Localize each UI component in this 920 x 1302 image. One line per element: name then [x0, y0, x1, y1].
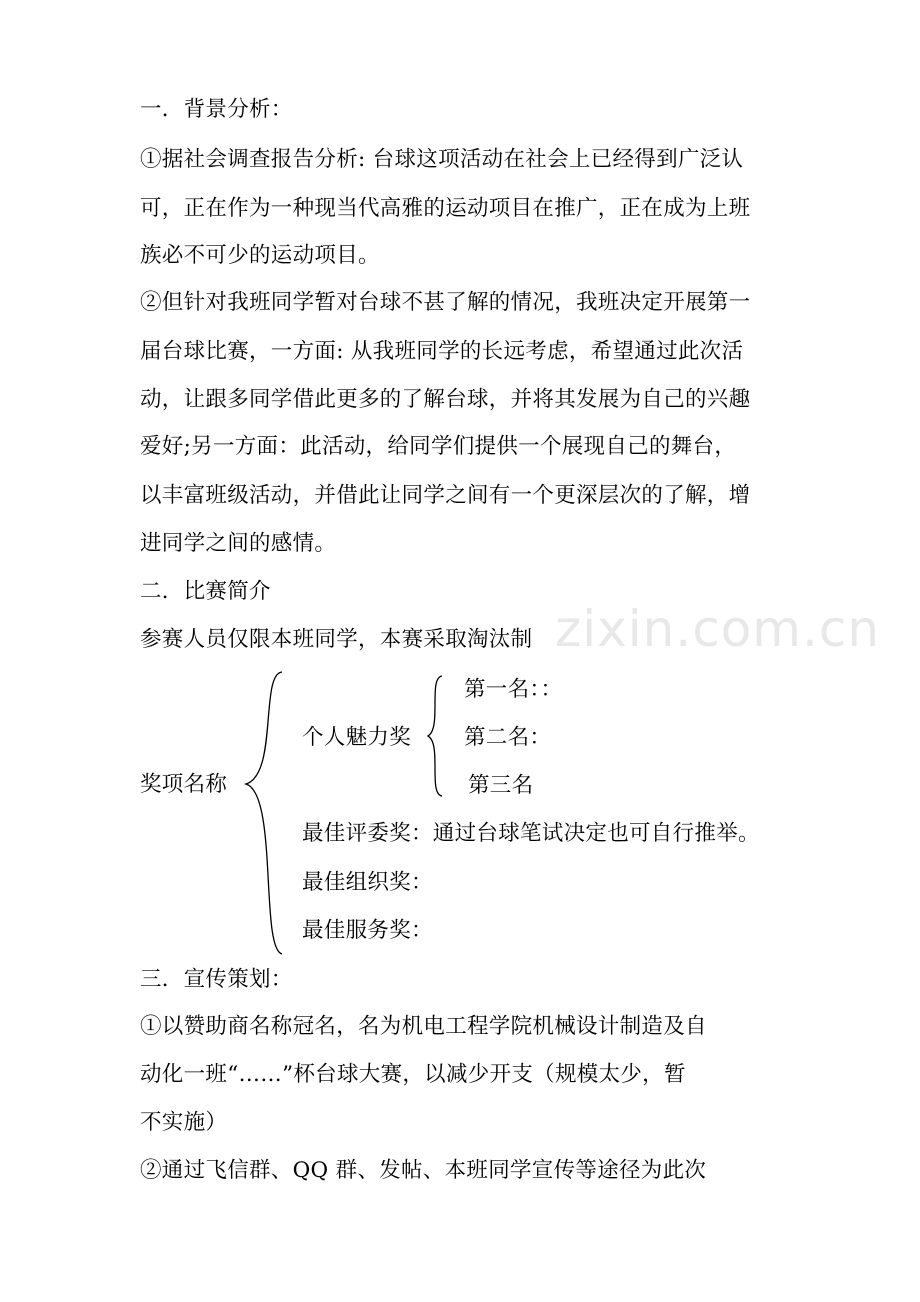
- section3-para2-line: ②通过飞信群、QQ 群、发帖、本班同学宣传等途径为此次: [140, 1158, 707, 1183]
- section1-para2-line: 进同学之间的感情。: [140, 531, 337, 556]
- section1-para2-line: 以丰富班级活动，并借此让同学之间有一个更深层次的了解，增: [140, 483, 751, 508]
- section1-para1-line: 可，正在作为一种现当代高雅的运动项目在推广，正在成为上班: [140, 196, 751, 221]
- section3-heading: 三．宣传策划：: [140, 967, 293, 992]
- section3-para1-line: 动化一班“……”杯台球大赛，以减少开支（规模太少，暂: [140, 1062, 686, 1087]
- award-best-organizer: 最佳组织奖：: [302, 870, 433, 895]
- place-third: 第三名: [468, 773, 534, 798]
- awards-main-brace: [240, 668, 290, 958]
- section2-intro: 参赛人员仅限本班同学，本赛采取淘汰制: [140, 627, 533, 652]
- award-best-judge: 最佳评委奖：通过台球笔试决定也可自行推举。: [302, 821, 760, 846]
- section3-para1-line: 不实施）: [140, 1110, 228, 1135]
- place-second: 第二名：: [464, 725, 552, 750]
- charm-award-brace: [424, 674, 448, 798]
- section1-para2-line: ②但针对我班同学暂对台球不甚了解的情况，我班决定开展第一: [140, 290, 751, 315]
- section1-para2-line: 届台球比赛，一方面: 从我班同学的长远考虑，希望通过此次活: [140, 339, 744, 364]
- place-first: 第一名：：: [464, 677, 563, 702]
- section3-para1-line: ①以赞助商名称冠名，名为机电工程学院机械设计制造及自: [140, 1014, 707, 1039]
- award-best-service: 最佳服务奖：: [302, 918, 433, 943]
- watermark: zixin.com.cn: [555, 600, 881, 658]
- section1-heading: 一．背景分析：: [140, 97, 293, 122]
- section1-para2-line: 爱好;另一方面：此活动，给同学们提供一个展现自己的舞台，: [140, 434, 737, 459]
- section2-heading: 二．比赛简介: [140, 579, 271, 604]
- charm-award-label: 个人魅力奖: [302, 725, 412, 750]
- section1-para1-line: ①据社会调查报告分析: 台球这项活动在社会上已经得到广泛认: [140, 147, 744, 172]
- awards-root-label: 奖项名称: [140, 772, 228, 797]
- section1-para2-line: 动，让跟多同学借此更多的了解台球，并将其发展为自己的兴趣: [140, 387, 751, 412]
- section1-para1-line: 族必不可少的运动项目。: [140, 243, 380, 268]
